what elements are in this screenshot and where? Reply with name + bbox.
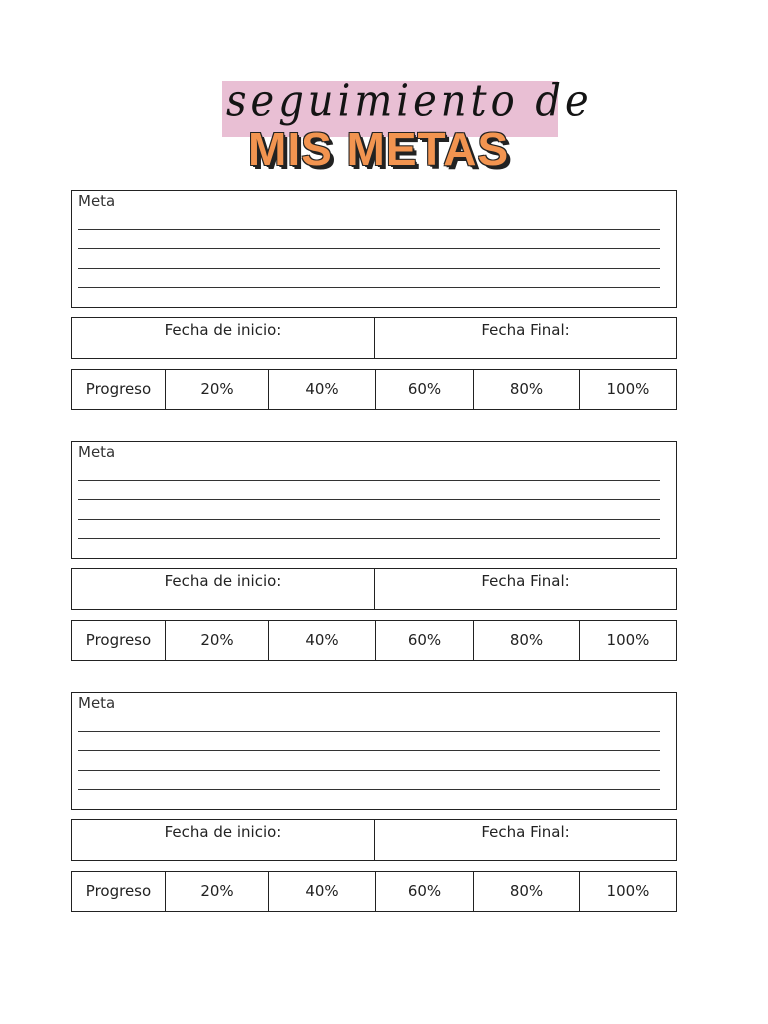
header-script-title: seguimiento de: [226, 75, 593, 127]
dates-row: [71, 317, 677, 359]
start-date-label: Fecha de inicio:: [164, 572, 282, 590]
start-date-field[interactable]: [72, 569, 375, 609]
end-date-field[interactable]: [375, 318, 676, 358]
progress-cell-20[interactable]: 20%: [166, 621, 269, 660]
end-date-label: Fecha Final:: [481, 572, 570, 590]
meta-writing-line[interactable]: [78, 731, 660, 732]
meta-writing-line[interactable]: [78, 268, 660, 269]
progress-cell-40[interactable]: 40%: [269, 621, 376, 660]
progress-cell-80[interactable]: 80%: [474, 370, 580, 409]
progress-cell-60[interactable]: 60%: [376, 872, 474, 911]
meta-writing-line[interactable]: [78, 770, 660, 771]
meta-writing-line[interactable]: [78, 750, 660, 751]
start-date-field[interactable]: [72, 318, 375, 358]
progress-label: Progreso: [72, 621, 166, 660]
end-date-label: Fecha Final:: [481, 823, 570, 841]
header-main-title: MIS METAS: [248, 123, 510, 175]
start-date-label: Fecha de inicio:: [164, 321, 282, 339]
meta-writing-line[interactable]: [78, 538, 660, 539]
progress-cell-60[interactable]: 60%: [376, 370, 474, 409]
progress-label: Progreso: [72, 872, 166, 911]
meta-writing-line[interactable]: [78, 789, 660, 790]
progress-label: Progreso: [72, 370, 166, 409]
meta-writing-line[interactable]: [78, 480, 660, 481]
progress-cell-100[interactable]: 100%: [606, 631, 650, 649]
progress-cell-100[interactable]: 100%: [606, 882, 650, 900]
progress-cell-20[interactable]: 20%: [166, 370, 269, 409]
meta-box: [71, 441, 677, 559]
meta-label: Meta: [78, 192, 116, 210]
meta-writing-line[interactable]: [78, 499, 660, 500]
progress-cell-40[interactable]: 40%: [269, 370, 376, 409]
start-date-field[interactable]: [72, 820, 375, 860]
progress-cell-100[interactable]: 100%: [606, 380, 650, 398]
meta-box: [71, 190, 677, 308]
dates-row: [71, 568, 677, 610]
progress-row: [71, 369, 677, 410]
meta-writing-line[interactable]: [78, 519, 660, 520]
meta-label: Meta: [78, 694, 116, 712]
dates-row: [71, 819, 677, 861]
meta-label: Meta: [78, 443, 116, 461]
end-date-label: Fecha Final:: [481, 321, 570, 339]
end-date-field[interactable]: [375, 569, 676, 609]
meta-box: [71, 692, 677, 810]
progress-row: [71, 871, 677, 912]
end-date-field[interactable]: [375, 820, 676, 860]
page-header: [222, 75, 593, 178]
progress-cell-20[interactable]: 20%: [166, 872, 269, 911]
progress-cell-80[interactable]: 80%: [474, 872, 580, 911]
start-date-label: Fecha de inicio:: [164, 823, 282, 841]
progress-row: [71, 620, 677, 661]
meta-writing-line[interactable]: [78, 248, 660, 249]
progress-cell-40[interactable]: 40%: [269, 872, 376, 911]
meta-writing-line[interactable]: [78, 287, 660, 288]
meta-writing-line[interactable]: [78, 229, 660, 230]
progress-cell-80[interactable]: 80%: [474, 621, 580, 660]
progress-cell-60[interactable]: 60%: [376, 621, 474, 660]
